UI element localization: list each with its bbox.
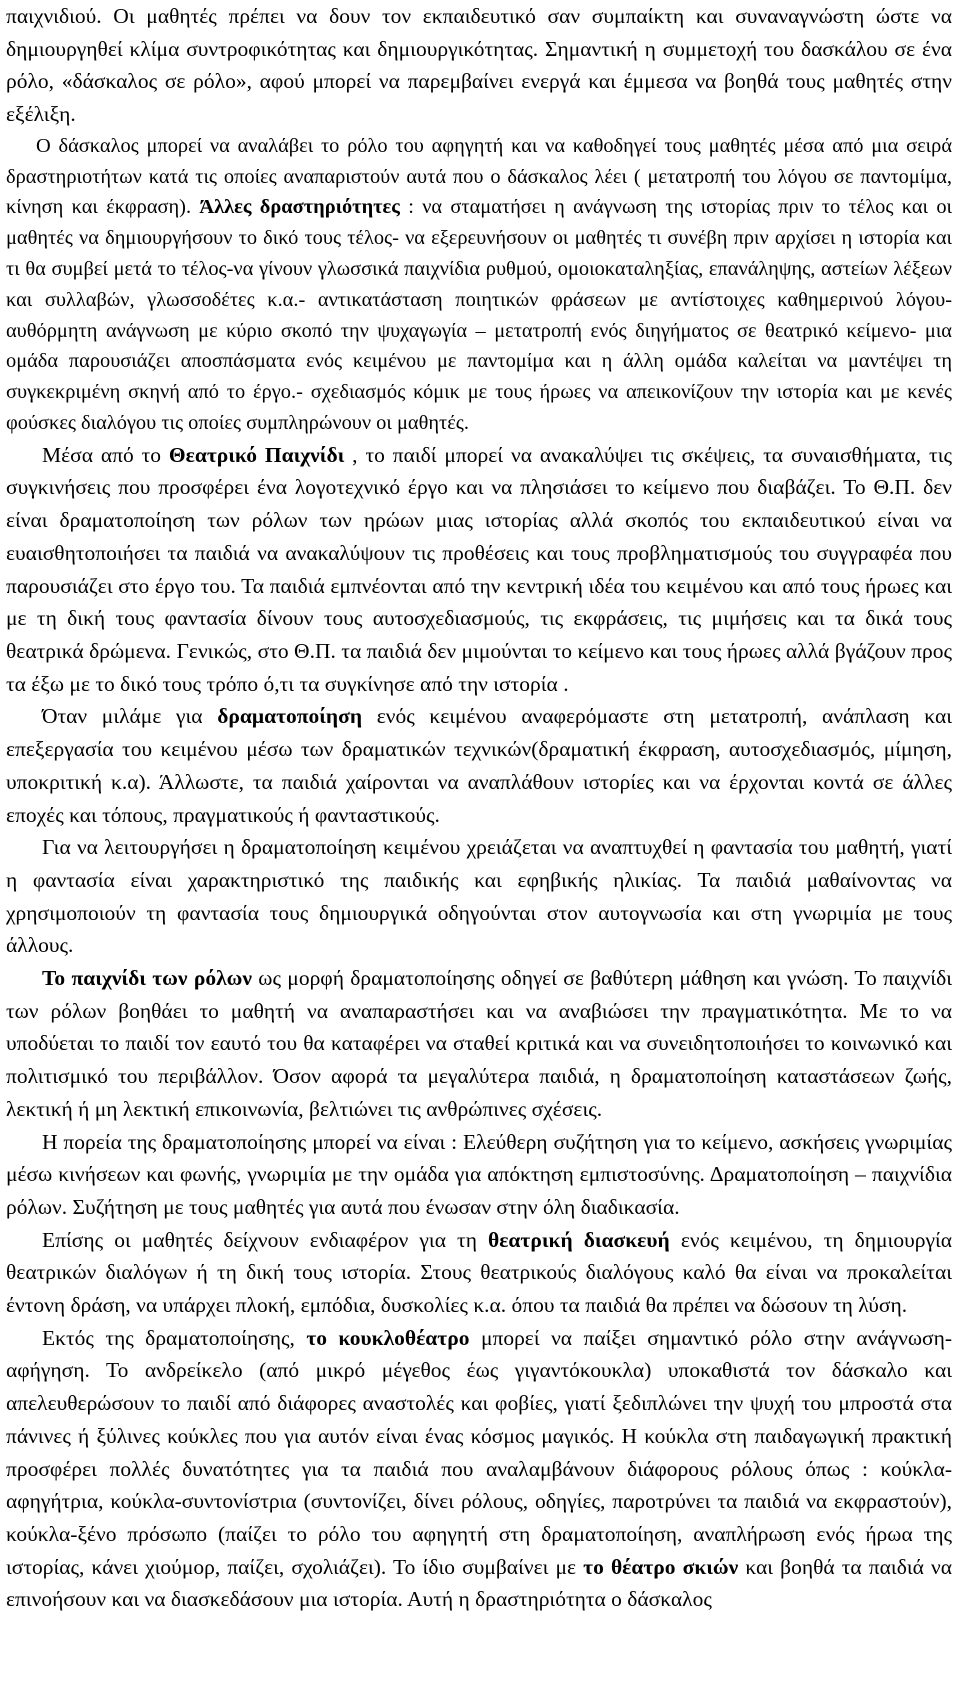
term-other-activities: Άλλες δραστηριότητες bbox=[199, 196, 400, 219]
paragraph-imagination: Για να λειτουργήσει η δραματοποίηση κειμένου χρειάζεται να αναπτυχθεί η φαντασία του μαθητή, γιατί η φαντασία είναι χαρακτηριστικό της παιδικής και εφηβικής ηλικίας. Τα παιδιά μαθαίνοντας να χρησιμοποιούν τη φαντασία τους δημιουργικά οδηγούνται στον αυτογνωσία και στη γνωριμία με τους άλλους. bbox=[6, 835, 952, 958]
paragraph-dramatization: Όταν μιλάμε για δραματοποίηση ενός κειμένου αναφερόμαστε στη μετατροπή, ανάπλαση και επεξεργασία του κειμένου μέσω των δραματικών τεχνικών(δραματική έκφραση, αυτοσχεδιασμός, μίμηση, υποκριτική κ.α). Άλλωστε, τα παιδιά χαίρονται να αναπλάθουν ιστορίες και να έρχονται κοντά σε άλλες εποχές και τόπους, πραγματικούς ή φανταστικούς. bbox=[6, 704, 952, 827]
term-dramatization: δραματοποίηση bbox=[217, 704, 363, 729]
term-theatrical-game: Θεατρικό Παιχνίδι bbox=[168, 442, 345, 467]
term-shadow-theatre: το θέατρο σκιών bbox=[583, 1554, 739, 1579]
paragraph-theatrical-adaptation: Επίσης οι μαθητές δείχνουν ενδιαφέρον για τη θεατρική διασκευή ενός κειμένου, τη δημιουργία θεατρικών διαλόγων ή τη δική τους ιστορία. Στους θεατρικούς διαλόγους καλό θα είναι να προκαλείται έντονη δράση, να υπάρχει πλοκή, εμπόδια, δυσκολίες κ.α. όπου τα παιδιά θα πρέπει να δώσουν τη λύση. bbox=[6, 1227, 952, 1318]
paragraph-role-play: Το παιχνίδι των ρόλων ως μορφή δραματοποίησης οδηγεί σε βαθύτερη μάθηση και γνώση. Το παιχνίδι των ρόλων βοηθάει το μαθητή να αναπαραστήσει και να αναβιώσει την πραγματικότητα. Με το να υποδύεται το παιδί τον εαυτό του θα καταφέρει να σταθεί κριτικά και να συνειδητοποιήσει το κοινωνικό και πολιτισμικό του περιβάλλον. Όσον αφορά τα μεγαλύτερα παιδιά, η δραματοποίηση καταστάσεων ζωής, λεκτική ή μη λεκτική επικοινωνία, βελτιώνει τις ανθρώπινες σχέσεις. bbox=[6, 966, 952, 1121]
term-role-play: Το παιχνίδι των ρόλων bbox=[42, 966, 252, 991]
paragraph-puppet-theatre: Εκτός της δραματοποίησης, το κουκλοθέατρο μπορεί να παίξει σημαντικό ρόλο στην ανάγνωση-αφήγηση. Το ανδρείκελο (από μικρό μέγεθος έως γιγαντόκουκλα) υποκαθιστά τον δάσκαλο και απελευθερώσουν το παιδί από διάφορες αναστολές και φοβίες, γιατί ξεδιπλώνει την ψυχή του μπροστά στα πάνινες ή ξύλινες κούκλες που για αυτόν είναι ένας κόσμος μαγικός. Η κούκλα στη παιδαγωγική πρακτική προσφέρει πολλές δυνατότητες για τα παιδιά που αναλαμβάνουν διάφορους ρόλους όπως : κούκλα-αφηγήτρια, κούκλα-συντονίστρια (συντονίζει, δίνει ρόλους, οδηγίες, παροτρύνει τα παιδιά να εκφραστούν), κούκλα-ξένο πρόσωπο (παίζει το ρόλο του αφηγητή στη δραματοποίηση, αναπλήρωση ενός ήρωα της ιστορίας, κάνει χιούμορ, παίζει, σχολιάζει). Το ίδιο συμβαίνει με το θέατρο σκιών και βοηθά τα παιδιά να επινοήσουν και να διασκεδάσουν μια ιστορία. Αυτή η δραστηριότητα ο δάσκαλος bbox=[6, 1325, 952, 1612]
paragraph-theatrical-game: Μέσα από το Θεατρικό Παιχνίδι , το παιδί μπορεί να ανακαλύψει τις σκέψεις, τα συναισθήματα, τις συγκινήσεις που προσφέρει ένα λογοτεχνικό έργο και να πλησιάσει το κείμενο που διαβάζει. Το Θ.Π. δεν είναι δραματοποίηση των ρόλων των ηρώων μιας ιστορίας αλλά σκοπός του εκπαιδευτικού είναι να ευαισθητοποιήσει τα παιδιά να ανακαλύψουν τις προθέσεις και τους προβληματισμούς του συγγραφέα που παρουσιάζει στο έργο του. Τα παιδιά εμπνέονται από την κεντρική ιδέα του κειμένου και από τους ήρωες και με τη δική τους φαντασία δίνουν τους αυτοσχεδιασμούς, τις εκφράσεις, τις μιμήσεις και τα δικά τους θεατρικά δρώμενα. Γενικώς, στο Θ.Π. τα παιδιά δεν μιμούνται το κείμενο και τους ήρωες αλλά βγάζουν προς τα έξω με το δικό τους τρόπο ό,τι τα συγκίνησε από την ιστορία . bbox=[6, 442, 952, 696]
paragraph-intro-continuation: παιχνιδιού. Οι μαθητές πρέπει να δουν τον εκπαιδευτικό σαν συμπαίκτη και συναναγνώστη ώστε να δημιουργηθεί κλίμα συντροφικότητας και δημιουργικότητας. Σημαντική η συμμετοχή του δασκάλου σε ένα ρόλο, «δάσκαλος σε ρόλο», αφού μπορεί να παρεμβαίνει ενεργά και έμμεσα να βοηθά τους μαθητές στην εξέλιξη. bbox=[6, 4, 952, 127]
term-puppet-theatre: το κουκλοθέατρο bbox=[306, 1325, 470, 1350]
paragraph-dramatization-process: Η πορεία της δραματοποίησης μπορεί να είναι : Ελεύθερη συζήτηση για το κείμενο, ασκήσεις γνωριμίας μέσω κινήσεων και φωνής, γνωριμία με την ομάδα για απόκτηση εμπιστοσύνης. Δραματοποίηση – παιχνίδια ρόλων. Συζήτηση με τους μαθητές για αυτά που ένωσαν στην όλη διαδικασία. bbox=[6, 1129, 952, 1219]
paragraph-teacher-narrator: Ο δάσκαλος μπορεί να αναλάβει το ρόλο του αφηγητή και να καθοδηγεί τους μαθητές μέσα από μια σειρά δραστηριοτήτων κατά τις οποίες αναπαριστούν αυτά που ο δάσκαλος λέει ( μετατροπή του λόγου σε παντομίμα, κίνηση και έκφραση). Άλλες δραστηριότητες : να σταματήσει η ανάγνωση της ιστορίας πριν το τέλος και οι μαθητές να δημιουργήσουν το δικό τους τέλος- να εξερευνήσουν οι μαθητές τι συνέβη πριν αρχίσει η ιστορία και τι θα συμβεί μετά το τέλος-να γίνουν γλωσσικά παιχνίδια ρυθμού, ομοιοκαταληξίας, επανάληψης, αστείων λέξεων και συλλαβών, γλωσσοδέτες κ.α.- αντικατάσταση ποιητικών φράσεων με αντίστοιχες καθημερινού λόγου- αυθόρμητη ανάγνωση με κύριο σκοπό την ψυχαγωγία – μετατροπή ενός διηγήματος σε θεατρικό κείμενο- μια ομάδα παρουσιάζει αποσπάσματα ενός κειμένου με παντομίμα και η άλλη ομάδα καλείται να μαντέψει τη συγκεκριμένη σκηνή από το έργο.- σχεδιασμός κόμικ με τους ήρωες να απεικονίζουν την ιστορία και με κενές φούσκες διαλόγου τις οποίες συμπληρώνουν οι μαθητές. bbox=[6, 134, 952, 434]
term-theatrical-adaptation: θεατρική διασκευή bbox=[488, 1227, 670, 1252]
